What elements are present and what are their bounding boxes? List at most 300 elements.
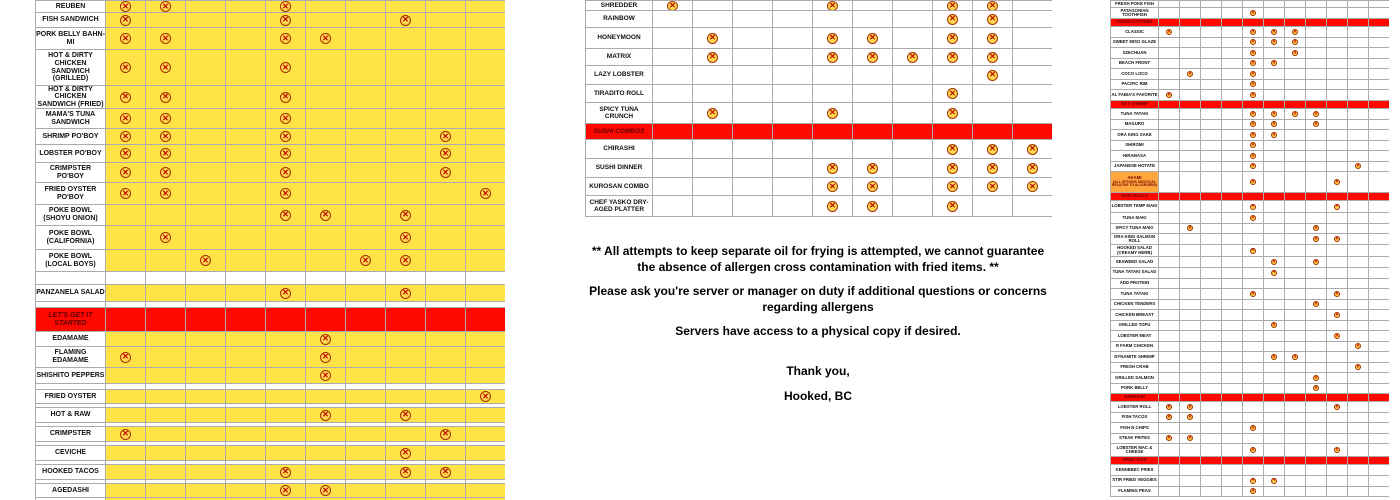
allergen-cell bbox=[1285, 279, 1306, 290]
allergen-cell bbox=[1243, 465, 1264, 476]
allergen-cell bbox=[1306, 120, 1327, 131]
allergen-cell bbox=[1013, 49, 1052, 66]
allergen-cell bbox=[813, 196, 853, 217]
allergen-cell bbox=[893, 196, 933, 217]
menu-item-name: FRIED RICE bbox=[1122, 457, 1147, 463]
allergen-cell bbox=[1327, 363, 1348, 374]
allergen-cell bbox=[226, 28, 266, 50]
allergen-cell bbox=[1369, 476, 1389, 487]
allergen-cell bbox=[226, 408, 266, 423]
allergen-cell bbox=[1180, 321, 1201, 332]
allergen-cell bbox=[1013, 103, 1052, 124]
allergen-cell bbox=[186, 250, 226, 272]
allergen-cell bbox=[1306, 487, 1327, 498]
allergen-cell bbox=[266, 390, 306, 404]
allergen-x-icon: ✕ bbox=[1251, 70, 1255, 76]
sushi-roll-row bbox=[586, 124, 1052, 140]
menu-item-label bbox=[1111, 394, 1159, 402]
sushi-roll-row bbox=[586, 85, 1052, 103]
allergen-cell bbox=[1327, 141, 1348, 152]
allergen-cell bbox=[1348, 90, 1369, 101]
allergen-x-icon: ✕ bbox=[1251, 28, 1255, 34]
allergen-cell bbox=[146, 1, 186, 13]
allergen-cell bbox=[853, 11, 893, 28]
allergen-cell bbox=[1285, 101, 1306, 109]
allergen-cell bbox=[186, 129, 226, 145]
allergen-cell bbox=[1264, 193, 1285, 201]
allergen-cell bbox=[1180, 162, 1201, 173]
allergen-cell bbox=[1159, 151, 1180, 162]
allergen-cell bbox=[386, 1, 426, 13]
menu-item-name: HOT & DIRTY CHICKEN SANDWICH (FRIED) bbox=[37, 86, 104, 108]
allergen-cell bbox=[346, 250, 386, 272]
allergen-cell bbox=[813, 85, 853, 103]
allergen-cell bbox=[346, 332, 386, 347]
allergen-x-icon: ✕ bbox=[1335, 311, 1339, 317]
allergen-cell bbox=[1180, 69, 1201, 80]
menu-item-name: JAPANESE HOTATE bbox=[1113, 163, 1156, 168]
allergen-cell bbox=[1285, 90, 1306, 101]
allergen-x-icon: ✕ bbox=[867, 163, 878, 174]
allergen-cell bbox=[813, 49, 853, 66]
allergen-cell bbox=[1285, 300, 1306, 311]
allergen-cell bbox=[1285, 394, 1306, 402]
allergen-cell bbox=[1180, 413, 1201, 424]
menu-item-name: HOT & RAW bbox=[50, 411, 91, 419]
allergen-cell bbox=[1327, 193, 1348, 201]
allergen-cell bbox=[1159, 384, 1180, 395]
menu-item-name: REUBEN bbox=[55, 2, 86, 10]
allergen-cell bbox=[1013, 159, 1052, 178]
menu-item-name: POKE BOWL (CALIFORNIA) bbox=[46, 229, 95, 245]
allergen-cell bbox=[1327, 413, 1348, 424]
allergen-x-icon: ✕ bbox=[1272, 121, 1276, 127]
allergen-cell bbox=[306, 50, 346, 86]
allergen-cell bbox=[346, 226, 386, 250]
allergen-cell bbox=[1159, 120, 1180, 131]
allergen-cell bbox=[1306, 321, 1327, 332]
allergen-cell bbox=[733, 178, 773, 196]
sandwich-poke-row bbox=[36, 226, 505, 250]
allergen-cell bbox=[1369, 59, 1389, 70]
allergen-cell bbox=[893, 11, 933, 28]
allergen-cell bbox=[426, 368, 466, 384]
allergen-cell bbox=[1243, 27, 1264, 38]
allergen-cell bbox=[853, 66, 893, 85]
allergen-cell bbox=[1222, 465, 1243, 476]
allergen-x-icon: ✕ bbox=[280, 188, 291, 199]
menu-item-name: TUNA TATAKI SALAD bbox=[1112, 269, 1157, 275]
menu-item-label bbox=[1111, 101, 1159, 109]
allergen-cell bbox=[1201, 394, 1222, 402]
allergen-x-icon: ✕ bbox=[1314, 110, 1318, 116]
menu-item-label bbox=[586, 196, 653, 217]
allergen-cell bbox=[1180, 193, 1201, 201]
allergen-cell bbox=[226, 347, 266, 368]
allergen-cell bbox=[1243, 141, 1264, 152]
allergen-cell bbox=[1243, 321, 1264, 332]
allergen-cell bbox=[1369, 394, 1389, 402]
allergen-x-icon: ✕ bbox=[1356, 364, 1360, 370]
allergen-cell bbox=[653, 28, 693, 49]
allergen-x-icon: ✕ bbox=[947, 52, 958, 63]
signature-text: Hooked, BC bbox=[783, 388, 852, 403]
allergen-cell bbox=[1348, 257, 1369, 268]
menu-item-label bbox=[36, 332, 106, 347]
allergen-cell bbox=[1369, 245, 1389, 257]
menu-item-name: EDAMAME bbox=[52, 335, 89, 343]
allergen-cell bbox=[426, 145, 466, 163]
allergen-cell bbox=[1243, 310, 1264, 321]
allergen-cell bbox=[426, 427, 466, 442]
sushi-roll-row bbox=[586, 196, 1052, 217]
allergen-cell bbox=[1369, 402, 1389, 413]
allergen-cell bbox=[1285, 234, 1306, 245]
allergen-cell bbox=[973, 66, 1013, 85]
allergen-cell bbox=[426, 28, 466, 50]
allergen-cell bbox=[1306, 310, 1327, 321]
menu-item-name: HOOKED SALAD (CREAMY HERB) bbox=[1117, 245, 1152, 255]
allergen-cell bbox=[1243, 342, 1264, 353]
allergen-cell bbox=[1159, 1, 1180, 8]
allergen-cell bbox=[1243, 130, 1264, 141]
allergen-cell bbox=[653, 159, 693, 178]
menu-item-label bbox=[1111, 457, 1159, 465]
allergen-cell bbox=[1285, 48, 1306, 59]
allergen-cell bbox=[1264, 434, 1285, 445]
allergen-cell bbox=[1201, 434, 1222, 445]
allergen-cell bbox=[1264, 27, 1285, 38]
menu-item-name: MAKI ROLLS bbox=[1121, 193, 1148, 199]
allergen-cell bbox=[386, 28, 426, 50]
allergen-cell bbox=[426, 332, 466, 347]
allergen-cell bbox=[186, 183, 226, 205]
allergen-cell bbox=[1285, 59, 1306, 70]
allergen-cell bbox=[1180, 201, 1201, 213]
allergen-cell bbox=[1159, 172, 1180, 193]
menu-item-name: SZECHUAN bbox=[1122, 49, 1147, 55]
allergen-cell bbox=[1327, 213, 1348, 224]
allergen-cell bbox=[1327, 69, 1348, 80]
allergen-cell bbox=[1159, 444, 1180, 457]
allergen-cell bbox=[306, 408, 346, 423]
allergen-cell bbox=[1159, 465, 1180, 476]
allergen-cell bbox=[1243, 48, 1264, 59]
allergen-x-icon: ✕ bbox=[1272, 258, 1276, 264]
allergen-cell bbox=[1159, 201, 1180, 213]
allergen-cell bbox=[346, 129, 386, 145]
allergen-cell bbox=[893, 159, 933, 178]
allergen-cell bbox=[933, 196, 973, 217]
sandwich-poke-row bbox=[36, 28, 505, 50]
allergen-cell bbox=[1180, 80, 1201, 91]
allergen-cell bbox=[1348, 423, 1369, 434]
menu-item-name: FRESH CRAB bbox=[1120, 364, 1149, 369]
allergen-cell bbox=[1327, 201, 1348, 213]
entree-row bbox=[1111, 476, 1389, 487]
allergen-x-icon: ✕ bbox=[1251, 110, 1255, 116]
allergen-cell bbox=[973, 11, 1013, 28]
allergen-x-icon: ✕ bbox=[1293, 110, 1297, 116]
allergen-cell bbox=[813, 11, 853, 28]
sushi-roll-row bbox=[586, 66, 1052, 85]
allergen-cell bbox=[426, 13, 466, 28]
menu-item-label bbox=[1111, 193, 1159, 201]
allergen-cell bbox=[1013, 124, 1052, 140]
allergen-cell bbox=[1222, 268, 1243, 279]
menu-item-name: ORA KING SALMON ROLL bbox=[1113, 234, 1156, 243]
allergen-cell bbox=[226, 285, 266, 302]
allergen-x-icon: ✕ bbox=[1314, 121, 1318, 127]
allergen-cell bbox=[466, 50, 505, 86]
menu-item-label bbox=[36, 408, 106, 423]
allergen-cell bbox=[1285, 172, 1306, 193]
allergen-cell bbox=[1369, 141, 1389, 152]
allergen-x-icon: ✕ bbox=[360, 255, 371, 266]
allergen-cell bbox=[853, 140, 893, 159]
entree-row bbox=[1111, 172, 1389, 193]
allergen-cell bbox=[1327, 172, 1348, 193]
entree-row bbox=[1111, 8, 1389, 19]
allergen-cell bbox=[386, 332, 426, 347]
menu-item-name: SPICY TUNA MAKI bbox=[1115, 225, 1154, 230]
allergen-cell bbox=[146, 484, 186, 498]
allergen-cell bbox=[386, 50, 426, 86]
allergen-cell bbox=[466, 272, 505, 285]
allergen-cell bbox=[386, 109, 426, 129]
allergen-cell bbox=[893, 28, 933, 49]
entree-row bbox=[1111, 352, 1389, 363]
allergen-cell bbox=[1201, 101, 1222, 109]
allergen-cell bbox=[1306, 245, 1327, 257]
allergen-cell bbox=[226, 1, 266, 13]
allergen-cell bbox=[1159, 476, 1180, 487]
allergen-x-icon: ✕ bbox=[1188, 403, 1192, 409]
allergen-x-icon: ✕ bbox=[1314, 385, 1318, 391]
allergen-cell bbox=[933, 49, 973, 66]
allergen-cell bbox=[1243, 444, 1264, 457]
allergen-cell bbox=[1369, 310, 1389, 321]
allergen-cell bbox=[106, 163, 146, 183]
allergen-x-icon: ✕ bbox=[947, 88, 958, 99]
allergen-cell bbox=[186, 86, 226, 109]
allergen-x-icon: ✕ bbox=[1272, 110, 1276, 116]
menu-item-label bbox=[1111, 8, 1159, 19]
allergen-cell bbox=[1306, 257, 1327, 268]
allergen-cell bbox=[1306, 402, 1327, 413]
allergen-cell bbox=[1306, 300, 1327, 311]
menu-item-label bbox=[1111, 38, 1159, 49]
menu-item-name: ORA KING SAKE bbox=[1117, 131, 1152, 137]
allergen-cell bbox=[733, 196, 773, 217]
allergen-cell bbox=[1285, 162, 1306, 173]
allergen-cell bbox=[1327, 162, 1348, 173]
allergen-cell bbox=[1348, 27, 1369, 38]
allergen-cell bbox=[933, 124, 973, 140]
menu-item-label bbox=[36, 226, 106, 250]
allergen-cell bbox=[1159, 268, 1180, 279]
allergen-cell bbox=[1159, 80, 1180, 91]
entree-row bbox=[1111, 69, 1389, 80]
allergen-cell bbox=[386, 129, 426, 145]
allergen-x-icon: ✕ bbox=[120, 113, 131, 124]
allergen-cell bbox=[1348, 434, 1369, 445]
allergen-cell bbox=[773, 85, 813, 103]
allergen-cell bbox=[386, 272, 426, 285]
allergen-cell bbox=[146, 427, 186, 442]
allergen-cell bbox=[1013, 66, 1052, 85]
allergen-cell bbox=[306, 13, 346, 28]
allergen-cell bbox=[186, 285, 226, 302]
allergen-cell bbox=[1348, 234, 1369, 245]
allergen-cell bbox=[346, 484, 386, 498]
allergen-cell bbox=[266, 13, 306, 28]
allergen-cell bbox=[1369, 321, 1389, 332]
menu-item-label bbox=[36, 1, 106, 13]
allergen-x-icon: ✕ bbox=[120, 92, 131, 103]
allergen-cell bbox=[466, 183, 505, 205]
allergen-x-icon: ✕ bbox=[160, 92, 171, 103]
allergen-cell bbox=[1264, 109, 1285, 120]
allergen-cell bbox=[146, 368, 186, 384]
allergen-cell bbox=[186, 308, 226, 332]
allergen-cell bbox=[1369, 434, 1389, 445]
allergen-cell bbox=[106, 109, 146, 129]
allergen-cell bbox=[1201, 193, 1222, 201]
allergen-cell bbox=[226, 446, 266, 461]
allergen-cell bbox=[266, 145, 306, 163]
allergen-cell bbox=[1013, 178, 1052, 196]
allergen-cell bbox=[306, 129, 346, 145]
allergen-cell bbox=[1159, 402, 1180, 413]
allergen-x-icon: ✕ bbox=[1027, 144, 1038, 155]
menu-item-label bbox=[1111, 172, 1159, 193]
allergen-cell bbox=[1243, 193, 1264, 201]
allergen-cell bbox=[346, 308, 386, 332]
allergen-cell bbox=[386, 145, 426, 163]
allergen-cell bbox=[386, 368, 426, 384]
menu-item-name: CHICKEN TENDERS bbox=[1113, 301, 1156, 306]
menu-item-label bbox=[1111, 487, 1159, 498]
menu-item-name: KENNEBEC FRIES bbox=[1115, 466, 1154, 472]
allergen-cell bbox=[1201, 80, 1222, 91]
allergen-cell bbox=[1285, 151, 1306, 162]
menu-item-name: CEVICHE bbox=[54, 449, 87, 457]
allergen-cell bbox=[1159, 413, 1180, 424]
allergen-x-icon: ✕ bbox=[987, 181, 998, 192]
allergen-cell bbox=[1201, 321, 1222, 332]
allergen-x-icon: ✕ bbox=[440, 148, 451, 159]
allergen-cell bbox=[1306, 363, 1327, 374]
allergen-cell bbox=[1306, 476, 1327, 487]
menu-item-name: TUNA MAKI bbox=[1122, 214, 1147, 220]
allergen-cell bbox=[186, 427, 226, 442]
allergen-cell bbox=[266, 308, 306, 332]
allergen-cell bbox=[933, 140, 973, 159]
allergen-cell bbox=[1348, 8, 1369, 19]
thank-you-text: Thank you, bbox=[786, 363, 850, 378]
allergen-cell bbox=[1306, 1, 1327, 8]
allergen-cell bbox=[1348, 268, 1369, 279]
sandwich-poke-row bbox=[36, 205, 505, 226]
allergen-cell bbox=[106, 205, 146, 226]
allergen-x-icon: ✕ bbox=[707, 52, 718, 63]
menu-item-label bbox=[1111, 423, 1159, 434]
allergen-x-icon: ✕ bbox=[867, 33, 878, 44]
allergen-cell bbox=[426, 183, 466, 205]
menu-item-name: MAGURO bbox=[1124, 121, 1145, 126]
allergen-cell bbox=[1159, 101, 1180, 109]
allergen-cell bbox=[146, 226, 186, 250]
allergen-cell bbox=[1264, 69, 1285, 80]
allergen-cell bbox=[306, 163, 346, 183]
allergen-cell bbox=[1327, 457, 1348, 465]
allergen-cell bbox=[733, 49, 773, 66]
allergen-cell bbox=[693, 140, 733, 159]
allergen-cell bbox=[346, 109, 386, 129]
allergen-cell bbox=[466, 390, 505, 404]
allergen-cell bbox=[733, 11, 773, 28]
allergen-cell bbox=[1285, 423, 1306, 434]
allergen-cell bbox=[1348, 289, 1369, 300]
allergen-cell bbox=[1369, 342, 1389, 353]
allergen-x-icon: ✕ bbox=[160, 131, 171, 142]
allergen-cell bbox=[1159, 394, 1180, 402]
allergen-cell bbox=[893, 124, 933, 140]
allergen-x-icon: ✕ bbox=[160, 167, 171, 178]
allergen-cell bbox=[1369, 444, 1389, 457]
sandwich-poke-row bbox=[36, 368, 505, 384]
allergen-x-icon: ✕ bbox=[1027, 163, 1038, 174]
allergen-cell bbox=[226, 427, 266, 442]
menu-item-name: LOBSTER MAC & CHEESE bbox=[1116, 444, 1153, 454]
allergen-cell bbox=[1180, 8, 1201, 19]
allergen-cell bbox=[1285, 331, 1306, 342]
allergen-cell bbox=[733, 1, 773, 11]
menu-item-name: GRILLED TOFU bbox=[1118, 322, 1151, 327]
allergen-cell bbox=[1369, 363, 1389, 374]
allergen-x-icon: ✕ bbox=[1251, 131, 1255, 137]
allergen-cell bbox=[1243, 384, 1264, 395]
menu-item-label bbox=[586, 66, 653, 85]
allergen-cell bbox=[346, 205, 386, 226]
allergen-cell bbox=[1201, 8, 1222, 19]
menu-item-name: CHICKEN BREAST bbox=[1115, 311, 1154, 317]
allergen-x-icon: ✕ bbox=[827, 201, 838, 212]
entree-row bbox=[1111, 27, 1389, 38]
allergen-cell bbox=[1348, 352, 1369, 363]
menu-item-name: AKAMI bbox=[1127, 175, 1142, 181]
menu-item-name: SHIROMI bbox=[1125, 142, 1144, 147]
allergen-cell bbox=[1264, 201, 1285, 213]
allergen-cell bbox=[386, 465, 426, 480]
allergen-cell bbox=[1264, 402, 1285, 413]
allergen-cell bbox=[1201, 257, 1222, 268]
allergen-cell bbox=[1306, 80, 1327, 91]
allergen-cell bbox=[853, 49, 893, 66]
allergen-cell bbox=[853, 124, 893, 140]
allergen-x-icon: ✕ bbox=[1272, 60, 1276, 66]
allergen-cell bbox=[1243, 352, 1264, 363]
allergen-cell bbox=[106, 427, 146, 442]
entree-row bbox=[1111, 457, 1389, 465]
menu-item-name: LOBSTER PO'BOY bbox=[39, 149, 102, 157]
allergen-cell bbox=[346, 272, 386, 285]
allergen-cell bbox=[1285, 465, 1306, 476]
allergen-cell bbox=[386, 250, 426, 272]
allergen-cell bbox=[1201, 201, 1222, 213]
allergen-cell bbox=[1222, 476, 1243, 487]
